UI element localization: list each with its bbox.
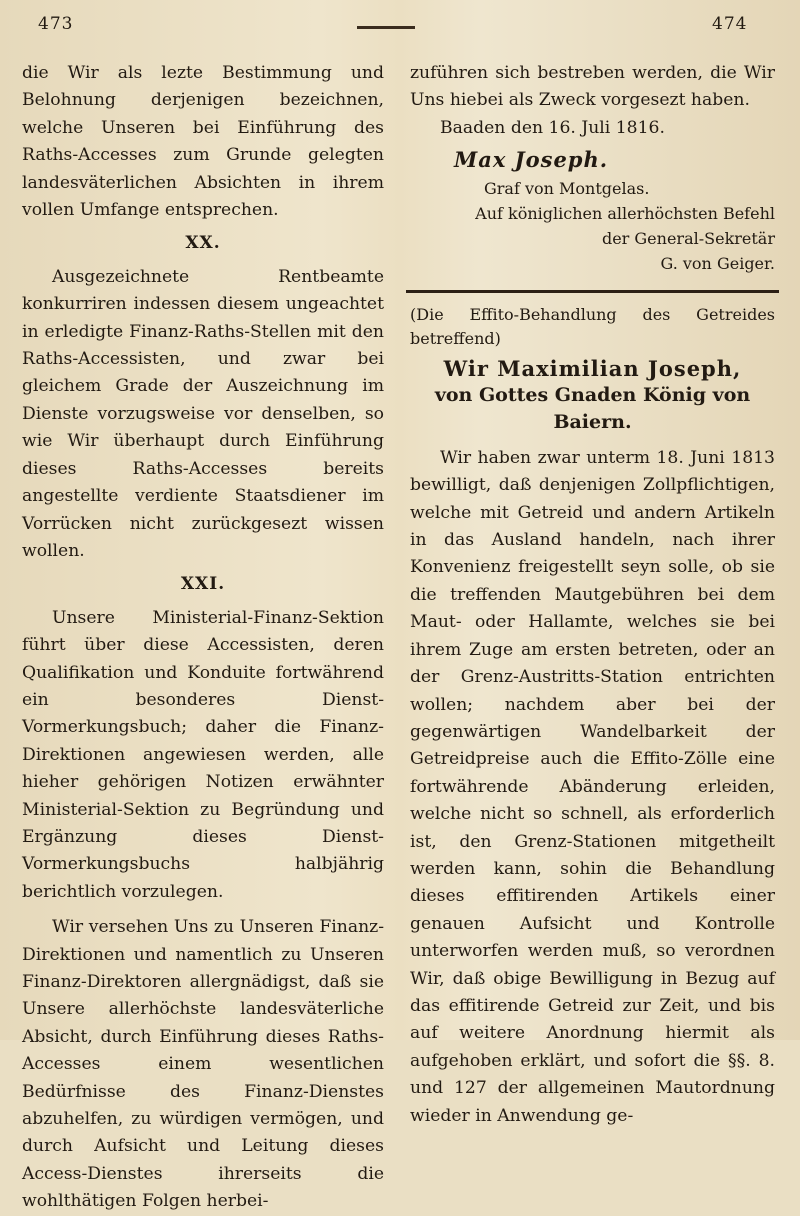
- left-paragraph-3: Unsere Ministerial-Finanz-Sektion führt über diese Accessisten, deren Qualifikation und Konduite fortwährend ein besonderes Dienst-Vormerkungsbuch; daher die Finanz-Direktionen angewiesen werden, alle hieher gehörigen Notizen erwähnter Ministerial-Sektion zu Begründung und Ergänzung dieses Dienst-Vormerkungsbuchs halbjährig berichtlich vorzulegen.: [22, 607, 384, 902]
- left-paragraph-4: Wir versehen Uns zu Unseren Finanz-Direktionen und namentlich zu Unseren Finanz-Direktoren allergnädigst, daß sie Unsere allerhöchste landesväterliche Absicht, durch Einführung dieses Raths-Accesses einem wesentlichen Bedürfnisse des Finanz-Dienstes abzuhelfen, zu würdigen vermögen, und durch Aufsicht und Leitung dieses Access-Dienstes ihrerseits die wohlthätigen Folgen herbei-: [22, 917, 384, 1212]
- right-column: [410, 60, 775, 1130]
- left-column: [22, 60, 384, 1216]
- secretary-name: G. von Geiger.: [660, 253, 775, 273]
- decree-subject: (Die Effito-Behandlung des Getreides betreffend): [410, 304, 775, 348]
- header-rule: [357, 26, 415, 29]
- decree-date: Baaden den 16. Juli 1816.: [440, 117, 665, 138]
- page-number-right: 474: [712, 14, 748, 34]
- page-number-left: 473: [38, 14, 74, 34]
- secretary-title: der General-Sekretär: [601, 228, 775, 248]
- order-line: Auf königlichen allerhöchsten Befehl: [475, 203, 775, 223]
- countersigner: Graf von Montgelas.: [484, 178, 650, 198]
- right-paragraph-1: zuführen sich bestreben werden, die Wir Uns hiebei als Zweck vorgesezt haben.: [410, 63, 775, 111]
- decree-title-line-1: Wir Maximilian Joseph,: [443, 355, 742, 381]
- decree-title-line-2: von Gottes Gnaden König von Baiern.: [434, 384, 751, 434]
- left-paragraph-2: Ausgezeichnete Rentbeamte konkurriren indessen diesem ungeachtet in erledigte Finanz-Raths-Stellen mit den Raths-Accessisten, und zwar bei gleichem Grade der Auszeichnung im Dienste vorzugsweise vor denselben, so wie Wir überhaupt durch Einführung dieses Raths-Accesses bereits angestellte verdiente Staatsdiener im Vorrücken nicht zurückgesezt wissen wollen.: [22, 266, 384, 561]
- right-paragraph-2: Wir haben zwar unterm 18. Juni 1813 bewilligt, daß denjenigen Zollpflichtigen, welche mit Getreid und andern Artikeln in das Ausland handeln, nach ihrer Konvenienz freigestellt seyn solle, ob sie die treffenden Mautgebühren bei dem Maut- oder Hallamte, welches sie bei ihrem Zuge am ersten betreten, oder an der Grenz-Austritts-Station entrichten wollen; nachdem aber bei der gegenwärtigen Wandelbarkeit der Getreidpreise auch die Effito-Zölle eine fortwährende Abänderung erleiden, welche nicht so schnell, als erforderlich ist, den Grenz-Stationen mitgetheilt werden kann, sohin die Behandlung dieses effitirenden Artikels einer genauen Aufsicht und Kontrolle unterworfen werden muß, so verordnen Wir, daß obige Bewilligung in Bezug auf das effitirende Getreid zur Zeit, und bis auf weitere Anordnung hiermit als aufgehoben erklärt, und sofort die §§. 8. und 127 der allgemeinen Mautordnung wieder in Anwendung ge-: [410, 447, 775, 1126]
- section-heading-xxi: XXI.: [180, 574, 226, 595]
- section-heading-xx: XX.: [185, 233, 221, 254]
- left-paragraph-1: die Wir als lezte Bestimmung und Belohnung derjenigen bezeichnen, welche Unseren bei Einführung des Raths-Accesses zum Grunde gelegten landesväterlichen Absichten in ihrem vollen Umfange entsprechen.: [22, 63, 384, 221]
- section-divider: [406, 290, 779, 293]
- signer-name: Max Joseph.: [454, 147, 609, 173]
